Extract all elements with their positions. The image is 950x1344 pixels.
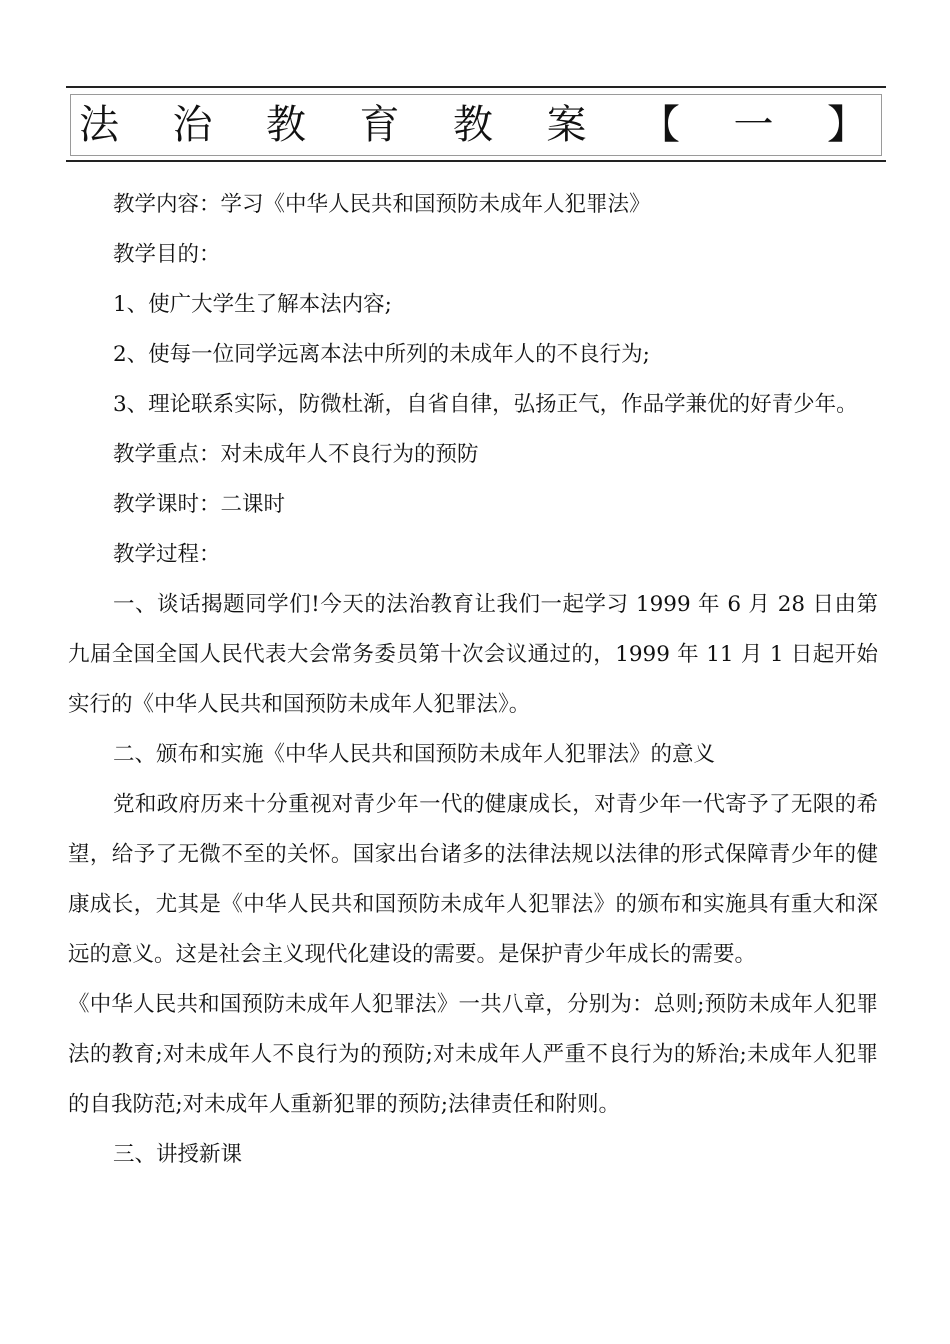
law-chapters-paragraph: 《中华人民共和国预防未成年人犯罪法》一共八章，分别为：总则;预防未成年人犯罪法的教育;对未成年人不良行为的预防;对未成年人严重不良行为的矫治;未成年人犯罪的自我防范;对未成年人重新犯罪的预防;法律责任和附则。: [68, 992, 878, 1117]
section-one: 一、谈话揭题同学们!今天的法治教育让我们一起学习 1999 年 6 月 28 日由第九届全国全国人民代表大会常务委员第十次会议通过的，1999 年 11 月 1 日起开始实行的《中华人民共和国预防未成年人犯罪法》。: [68, 592, 878, 717]
teaching-content: 教学内容：学习《中华人民共和国预防未成年人犯罪法》: [113, 192, 651, 217]
teaching-goals-heading: 教学目的：: [113, 242, 221, 267]
title-char: 案: [546, 102, 587, 148]
section-three-heading: 三、讲授新课: [113, 1142, 243, 1167]
title-char: 教: [266, 102, 306, 148]
page-title: [79, 99, 867, 151]
title-char: 】: [827, 102, 867, 148]
title-char: 【: [640, 102, 680, 148]
title-frame: [66, 86, 886, 162]
teaching-focus: 教学重点：对未成年人不良行为的预防: [113, 442, 479, 467]
section-two-body: 党和政府历来十分重视对青少年一代的健康成长，对青少年一代寄予了无限的希望，给予了无微不至的关怀。国家出台诸多的法律法规以法律的形式保障青少年的健康成长，尤其是《中华人民共和国预防未成年人犯罪法》的颁布和实施具有重大和深远的意义。这是社会主义现代化建设的需要。是保护青少年成长的需要。: [68, 792, 878, 967]
document-body: [68, 180, 878, 1180]
title-char: 法: [79, 102, 119, 148]
goal-item-3: 3、理论联系实际，防微杜渐，自省自律，弘扬正气，作品学兼优的好青少年。: [113, 392, 858, 417]
title-char: 一: [733, 102, 774, 148]
goal-item-2: 2、使每一位同学远离本法中所列的未成年人的不良行为;: [113, 342, 650, 367]
teaching-hours: 教学课时：二课时: [113, 492, 286, 517]
goal-item-1: 1、使广大学生了解本法内容;: [113, 292, 392, 317]
title-char: 教: [453, 102, 493, 148]
title-box: [70, 94, 882, 156]
section-two-heading: 二、颁布和实施《中华人民共和国预防未成年人犯罪法》的意义: [113, 742, 716, 767]
title-char: 育: [359, 102, 400, 148]
title-char: 治: [172, 102, 213, 148]
teaching-process-heading: 教学过程：: [113, 542, 221, 567]
